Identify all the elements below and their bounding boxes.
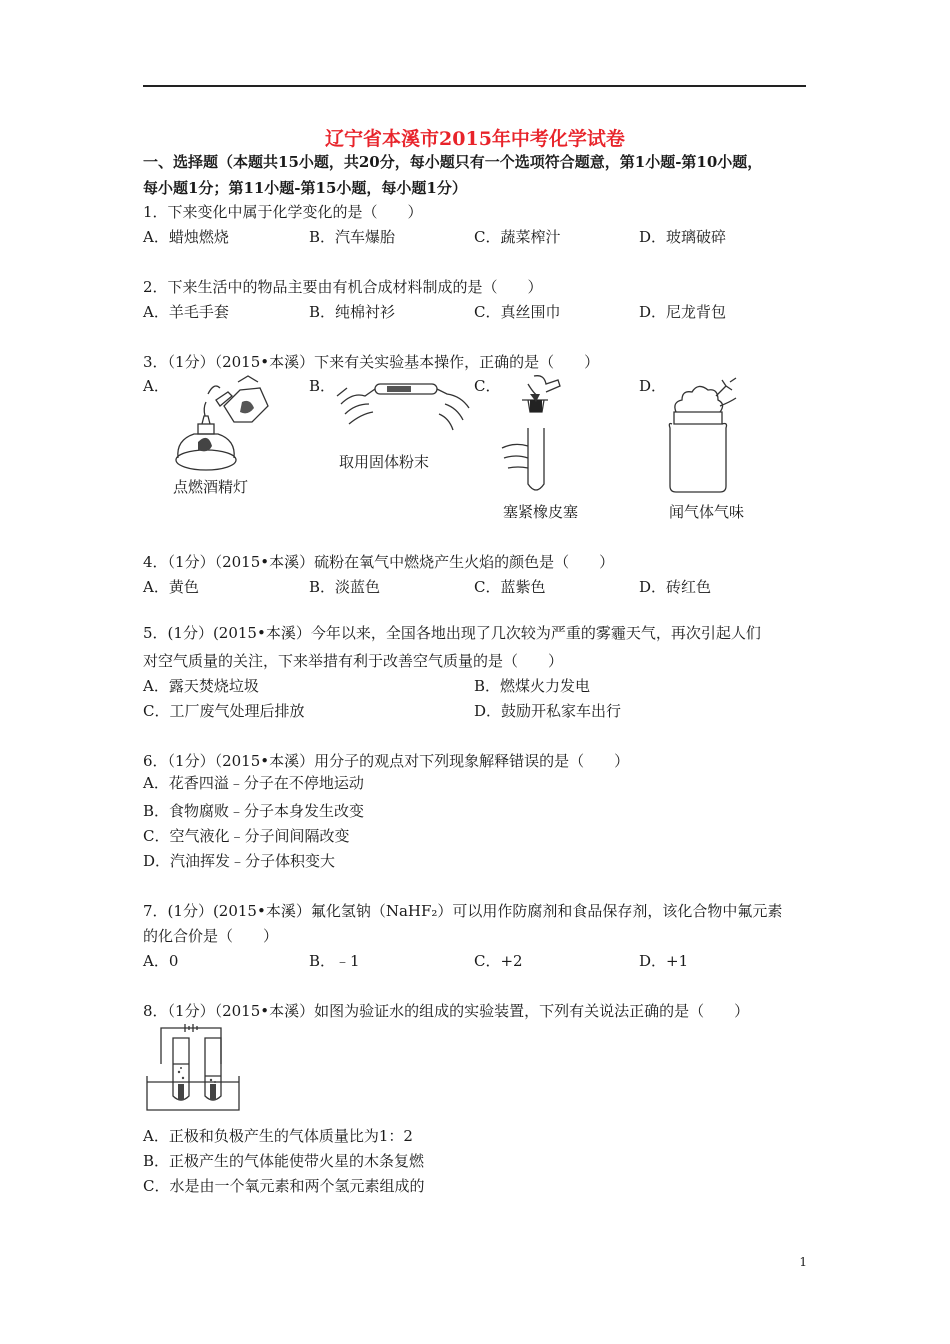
powder-test-tube-illustration	[335, 374, 475, 444]
q5-option-c: C．工厂废气处理后排放	[143, 702, 305, 720]
electrolysis-apparatus-illustration	[143, 1024, 243, 1112]
q1-option-b: B．汽车爆胎	[309, 228, 396, 246]
q5-option-a: A．露天焚烧垃圾	[143, 677, 259, 695]
q1-option-a: A．蜡烛燃烧	[143, 228, 229, 246]
header-rule	[143, 85, 806, 87]
q4-option-c: C．蓝紫色	[474, 578, 546, 596]
page-title: 辽宁省本溪市2015年中考化学试卷	[325, 128, 625, 150]
q3-stem: 3．（1分）（2015•本溪）下来有关实验基本操作，正确的是（ ）	[143, 353, 600, 371]
q2-option-b: B．纯棉衬衫	[309, 303, 396, 321]
q7-option-a: A．0	[143, 952, 179, 970]
q6-option-a: A．花香四溢﹣分子在不停地运动	[143, 774, 364, 792]
q5-stem-line1: 5．(1分）(2015•本溪）今年以来，全国各地出现了几次较为严重的雾霾天气，再次引起人们	[143, 624, 761, 642]
q3-caption-c: 塞紧橡皮塞	[503, 503, 579, 521]
smelling-gas-illustration	[660, 372, 750, 498]
q4-option-a: A．黄色	[143, 578, 199, 596]
q3-caption-a: 点燃酒精灯	[173, 478, 249, 496]
q8-stem: 8．（1分）（2015•本溪）如图为验证水的组成的实验装置，下列有关说法正确的是（ ）	[143, 1002, 750, 1020]
q4-option-d: D．砖红色	[639, 578, 712, 596]
q2-stem: 2．下来生活中的物品主要由有机合成材料制成的是（ ）	[143, 278, 543, 296]
q8-option-b: B．正极产生的气体能使带火星的木条复燃	[143, 1152, 425, 1170]
q3-option-a: A．	[143, 377, 169, 395]
alcohol-lamp-illustration	[168, 372, 278, 477]
q4-option-b: B．淡蓝色	[309, 578, 381, 596]
page-number: 1	[799, 1255, 807, 1269]
q7-option-c: C．+2	[474, 952, 523, 970]
q4-stem: 4．（1分）（2015•本溪）硫粉在氧气中燃烧产生火焰的颜色是（ ）	[143, 553, 615, 571]
section-heading-line2: 每小题1分；第11小题-第15小题，每小题1分）	[143, 179, 467, 197]
q3-caption-b: 取用固体粉末	[339, 453, 430, 471]
q3-option-b: B．	[309, 377, 336, 395]
rubber-stopper-illustration	[500, 372, 570, 500]
q6-option-c: C．空气液化﹣分子间间隔改变	[143, 827, 350, 845]
q7-stem-line1: 7．(1分）(2015•本溪）氟化氢钠（NaHF₂）可以用作防腐剂和食品保存剂，该化合物中氟元素	[143, 902, 783, 920]
q3-option-c: C．	[474, 377, 501, 395]
q7-option-b: B．﹣1	[309, 952, 360, 970]
q2-option-c: C．真丝围巾	[474, 303, 561, 321]
q5-option-b: B．燃煤火力发电	[474, 677, 591, 695]
q6-option-d: D．汽油挥发﹣分子体积变大	[143, 852, 336, 870]
q2-option-a: A．羊毛手套	[143, 303, 229, 321]
q5-stem-line2: 对空气质量的关注，下来举措有利于改善空气质量的是（ ）	[143, 652, 564, 670]
q5-option-d: D．鼓励开私家车出行	[474, 702, 622, 720]
q8-option-a: A．正极和负极产生的气体质量比为1：2	[143, 1127, 413, 1145]
q3-caption-d: 闻气体气味	[669, 503, 745, 521]
q6-stem: 6．（1分）（2015•本溪）用分子的观点对下列现象解释错误的是（ ）	[143, 752, 630, 770]
q6-option-b: B．食物腐败﹣分子本身发生改变	[143, 802, 365, 820]
q2-option-d: D．尼龙背包	[639, 303, 727, 321]
q1-option-c: C．蔬菜榨汁	[474, 228, 561, 246]
q3-option-d: D．	[639, 377, 667, 395]
q7-option-d: D．+1	[639, 952, 689, 970]
q8-option-c: C．水是由一个氧元素和两个氢元素组成的	[143, 1177, 425, 1195]
q1-option-d: D．玻璃破碎	[639, 228, 727, 246]
q7-stem-line2: 的化合价是（ ）	[143, 927, 279, 945]
q1-stem: 1．下来变化中属于化学变化的是（ ）	[143, 203, 423, 221]
section-heading-line1: 一、选择题（本题共15小题，共20分，每小题只有一个选项符合题意，第1小题-第10小题，	[143, 153, 763, 171]
